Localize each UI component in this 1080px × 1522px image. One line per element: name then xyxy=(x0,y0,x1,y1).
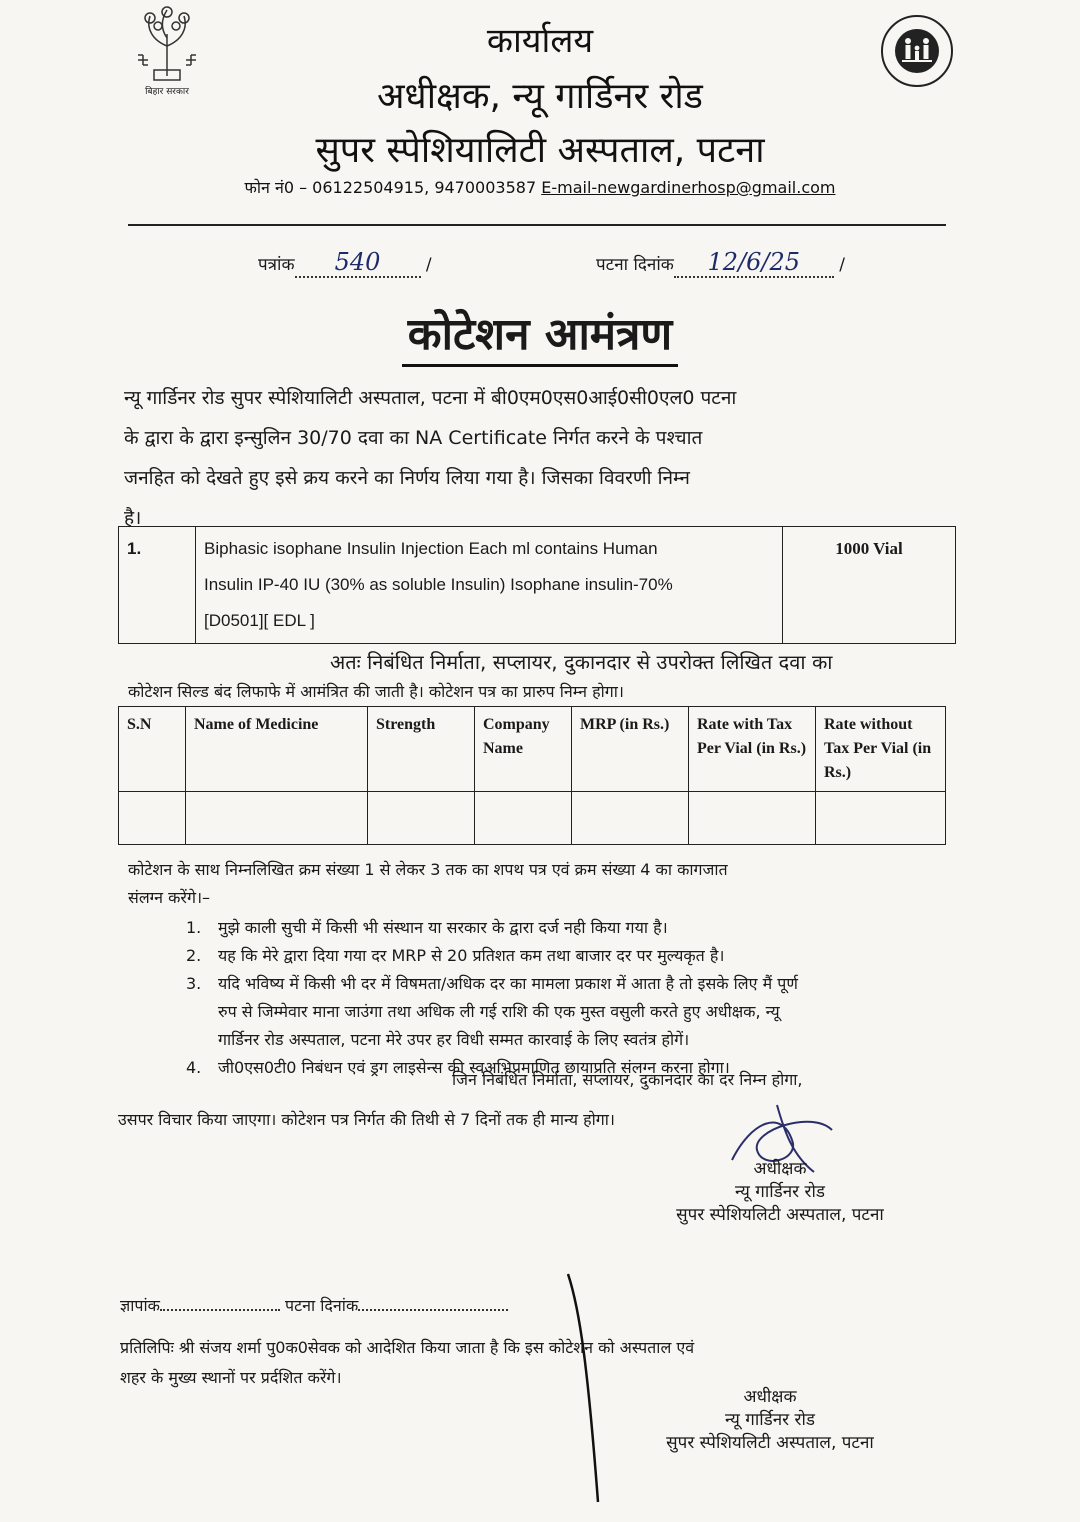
date-label: पटना दिनांक xyxy=(596,255,674,275)
list-item-continued: रुप से जिम्मेवार माना जाउंगा तथा अधिक ली गई राशि की एक मुस्त वसुली करते हुए अधीक्षक, न्यू xyxy=(218,1002,780,1021)
date-field: पटना दिनांक 12/6/25 / xyxy=(596,248,845,276)
copy-line-2: शहर के मुख्य स्थानों पर प्रर्दशित करेंगे। xyxy=(120,1368,342,1387)
list-item: 3. यदि भविष्य में किसी भी दर में विषमता/अधिक दर का मामला प्रकाश में आता है तो इसके लिए मैं पूर्ण xyxy=(186,974,798,993)
item-quantity: 1000 Vial xyxy=(783,527,956,644)
invite-line-1: अतः निबंधित निर्माता, सप्लायर, दुकानदार से उपरोक्त लिखित दवा का xyxy=(330,650,833,674)
list-item: 4. जी0एस0टी0 निबंधन एवं ड्रग लाइसेन्स की स्वअभिप्रमाणित छायाप्रति संलग्न करना होगा। xyxy=(186,1058,730,1077)
signatory-hospital: सुपर स्पेशियलिटी अस्पताल, पटना xyxy=(666,1433,874,1453)
table-row xyxy=(119,527,956,644)
office-title: अधीक्षक, न्यू गार्डिनर रोड xyxy=(377,76,703,117)
list-item: 1. मुझे काली सुची में किसी भी संस्थान या सरकार के द्वारा दर्ज नही किया गया है। xyxy=(186,918,668,937)
signature-block-1 xyxy=(640,1156,920,1225)
list-item-continued: गार्डिनर रोड अस्पताल, पटना मेरे उपर हर विधी सम्मत कारवाई के लिए स्वतंत्र होगें। xyxy=(218,1030,690,1049)
header-rule xyxy=(128,224,946,226)
signatory-office: न्यू गार्डिनर रोड xyxy=(725,1410,815,1430)
item-description: Biphasic isophane Insulin Injection Each ml contains Human Insulin IP-40 IU (30% as soluble Insulin) Isophane insulin-70% [D0501][ EDL ] xyxy=(196,527,783,644)
hospital-name: सुपर स्पेशियालिटी अस्पताल, पटना xyxy=(315,130,765,171)
col-company: Company Name xyxy=(475,707,572,792)
attach-line-2: संलग्न करेंगे।– xyxy=(128,888,211,907)
col-sn: S.N xyxy=(119,707,186,792)
gyapank-label: ज्ञापांक xyxy=(120,1296,160,1315)
invite-line-2: कोटेशन सिल्ड बंद लिफाफे में आमंत्रित की जाती है। कोटेशन पत्र का प्रारुप निम्न होगा। xyxy=(128,682,624,701)
patrank-field: पत्रांक 540 / xyxy=(258,248,432,276)
contact-line xyxy=(0,176,1080,198)
office-label: कार्यालय xyxy=(486,21,594,61)
col-mrp: MRP (in Rs.) xyxy=(572,707,689,792)
intro-paragraph xyxy=(124,378,944,538)
conditions-list xyxy=(186,914,936,1082)
col-medicine: Name of Medicine xyxy=(186,707,368,792)
signatory-hospital: सुपर स्पेशियलिटी अस्पताल, पटना xyxy=(676,1205,884,1225)
pen-stroke-icon xyxy=(560,1270,610,1510)
closing-line-1: जिन निबंधित निर्माता, सप्लायर, दुकानदार का दर निम्न होगा, xyxy=(452,1070,803,1089)
date-value: 12/6/25 xyxy=(707,248,801,276)
email-address: E-mail-newgardinerhosp@gmail.com xyxy=(541,178,836,197)
list-item: 2. यह कि मेरे द्वारा दिया गया दर MRP से 20 प्रतिशत कम तथा बाजार दर पर मुल्यकृत है। xyxy=(186,946,725,965)
table-header-row xyxy=(119,707,946,792)
signatory-title: अधीक्षक xyxy=(753,1159,807,1179)
memo-number-line xyxy=(120,1294,508,1316)
item-table xyxy=(118,526,956,644)
intro-line: जनहित को देखते हुए इसे क्रय करने का निर्णय लिया गया है। जिसका विवरणी निम्न xyxy=(124,467,690,489)
intro-line: न्यू गार्डिनर रोड सुपर स्पेशियालिटी अस्पताल, पटना में बी0एम0एस0आई0सी0एल0 पटना xyxy=(124,387,737,409)
signatory-office: न्यू गार्डिनर रोड xyxy=(735,1182,825,1202)
memo-date-label: पटना दिनांक xyxy=(285,1296,359,1315)
document-title: कोटेशन आमंत्रण xyxy=(0,302,1080,362)
item-sn: 1. xyxy=(119,527,196,644)
col-strength: Strength xyxy=(368,707,475,792)
intro-line: है। xyxy=(124,507,142,529)
phone-numbers: फोन नं0 – 06122504915, 9470003587 xyxy=(244,178,537,197)
col-rate-with-tax: Rate with Tax Per Vial (in Rs.) xyxy=(689,707,816,792)
patrank-value: 540 xyxy=(334,248,381,276)
quotation-format-table xyxy=(118,706,946,845)
attach-line-1: कोटेशन के साथ निम्नलिखित क्रम संख्या 1 से लेकर 3 तक का शपथ पत्र एवं क्रम संख्या 4 का कागजात xyxy=(128,860,728,879)
signatory-title: अधीक्षक xyxy=(743,1387,797,1407)
table-row xyxy=(119,792,946,845)
signature-block-2 xyxy=(630,1384,910,1453)
col-rate-without-tax: Rate without Tax Per Vial (in Rs.) xyxy=(816,707,946,792)
intro-line: के द्वारा के द्वारा इन्सुलिन 30/70 दवा का NA Certificate निर्गत करने के पश्चात xyxy=(124,427,703,449)
copy-line-1: प्रतिलिपिः श्री संजय शर्मा पु0क0सेवक को आदेशित किया जाता है कि इस कोटेशन को अस्पताल एवं xyxy=(120,1338,695,1357)
emblem-caption: बिहार सरकार xyxy=(145,87,189,97)
patrank-label: पत्रांक xyxy=(258,255,295,275)
closing-line-2: उसपर विचार किया जाएगा। कोटेशन पत्र निर्गत की तिथी से 7 दिनों तक ही मान्य होगा। xyxy=(118,1110,615,1129)
